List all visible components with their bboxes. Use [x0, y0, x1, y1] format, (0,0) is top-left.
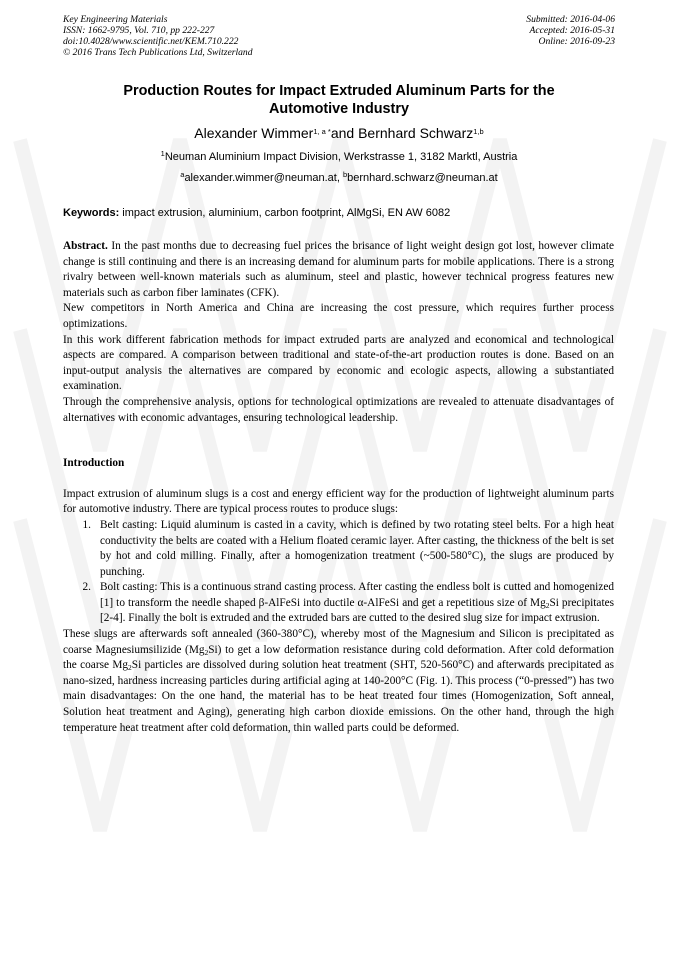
affiliation [63, 150, 615, 164]
keywords-label: Keywords: [63, 207, 120, 219]
process-route-list [63, 518, 614, 627]
section-spacer [63, 441, 614, 456]
author-1: Alexander Wimmer [194, 125, 314, 141]
list-number: 1. [82, 518, 91, 531]
accepted-date: Accepted: 2016-05-31 [529, 25, 615, 36]
affiliation-text: Neuman Aluminium Impact Division, Werkstrasse 1, 3182 Marktl, Austria [164, 151, 518, 163]
paper-title [63, 82, 615, 118]
author-connector: and Bernhard Schwarz [330, 125, 474, 141]
submission-dates [526, 14, 615, 47]
list-item [63, 518, 614, 580]
title-line-2: Automotive Industry [269, 101, 409, 117]
title-line-1: Production Routes for Impact Extruded Aluminum Parts for the [123, 83, 555, 99]
journal-info [63, 14, 253, 58]
affiliation-mark: 1 [160, 149, 165, 158]
abstract-paragraph-3: In this work different fabrication methods for impact extruded parts are analyzed and economical and technological aspects are compared. A comparison between traditional and state-of-the-art production routes is done. Based on an input-output analysis the alternatives are compared by economic and ecologic aspects, allowing a substantiated examination. [63, 333, 614, 393]
section-spacer [63, 426, 614, 441]
introduction-paragraph-1: Impact extrusion of aluminum slugs is a cost and energy efficient way for the production of lightweight aluminum parts for automotive industry. There are typical process routes to produce slugs: [63, 487, 614, 516]
email-b-mark: b [342, 170, 348, 179]
journal-doi: doi:10.4028/www.scientific.net/KEM.710.222 [63, 36, 239, 47]
author-2-affiliation-mark: 1,b [473, 127, 484, 136]
submitted-date: Submitted: 2016-04-06 [526, 14, 615, 25]
introduction-paragraph-2: These slugs are afterwards soft annealed (360-380°C), whereby most of the Magnesium and Silicon is precipitated as coarse Magnesiumsilizide $(Mg_2Si)$ to get a low deformation resistance during cold deformation. After cold deformation the coarse $Mg_2Si$ particles are dissolved during solution heat treatment (SHT, 520-560°C) and afterwards precipitated as nano-sized, hardness increasing particles during artificial aging at 140-200°C (Fig. 1). This process (“0-pressed”) has two main disadvantages: On the one hand, the material has to be heat treated four times (Homogenization, Soft anneal, Solution heat treatment and Aging), generating high carbon dioxide emissions. On the other hand, through the high temperature heat treatment after cold deformation, thin walled parts could be deformed. [63, 628, 615, 734]
paper-body [63, 239, 614, 736]
list-text: Belt casting: Liquid aluminum is casted in a cavity, which is defined by two rotating steel belts. For a high heat conductivity the belts are coated with a Helium floated ceramic layer. After casting, the thickness of the belt is set by hot and cold milling. Finally, after a homogenization treatment (~500-580°C), the slugs are produced by punching. [100, 518, 614, 578]
introduction-heading: Introduction [63, 457, 125, 470]
email-b: bernhard.schwarz@neuman.at [347, 172, 498, 184]
abstract-label: Abstract. [63, 240, 108, 252]
author-list [63, 124, 615, 142]
journal-name: Key Engineering Materials [63, 14, 168, 25]
author-1-affiliation-mark: 1, a * [313, 127, 331, 136]
journal-copyright: © 2016 Trans Tech Publications Ltd, Switzerland [63, 47, 253, 58]
online-date: Online: 2016-09-23 [538, 36, 615, 47]
list-number: 2. [82, 581, 91, 594]
section-spacer [63, 472, 614, 487]
keywords [63, 206, 615, 220]
list-text: Bolt casting: This is a continuous strand casting process. After casting the endless bolt is cutted and homogenized [1] to transform the needle shaped β-AlFeSi into ductile α-AlFeSi and get a repetitious size of $Mg_2Si$ precipitates [2-4]. Finally the bolt is extruded and the extruded bars are cutted to the desired slug size for impact extrusion. [100, 581, 615, 625]
keywords-text: impact extrusion, aluminium, carbon footprint, AlMgSi, EN AW 6082 [119, 207, 451, 219]
abstract-paragraph-2: New competitors in North America and China are increasing the cost pressure, which requires further process optimizations. [63, 302, 614, 330]
journal-issn: ISSN: 1662-9795, Vol. 710, pp 222-227 [63, 25, 215, 36]
author-emails [63, 171, 615, 185]
abstract-paragraph-4: Through the comprehensive analysis, options for technological optimizations are revealed to attenuate disadvantages of alternatives with economic advantages, ensuring technological leadership. [63, 395, 614, 424]
email-a: alexander.wimmer@neuman.at, [184, 172, 343, 184]
email-a-mark: a [180, 170, 185, 179]
list-item [63, 580, 614, 627]
abstract-paragraph-1: Abstract. In the past months due to decreasing fuel prices the brisance of light weight design got lost, however climate change is still continuing and there is an increasing demand for aluminum parts for mobile applications. There is a strong rivalry between well-known materials such as aluminum, steel and plastic, however technical progress features new materials such as carbon fiber laminates (CFK). [63, 240, 614, 299]
